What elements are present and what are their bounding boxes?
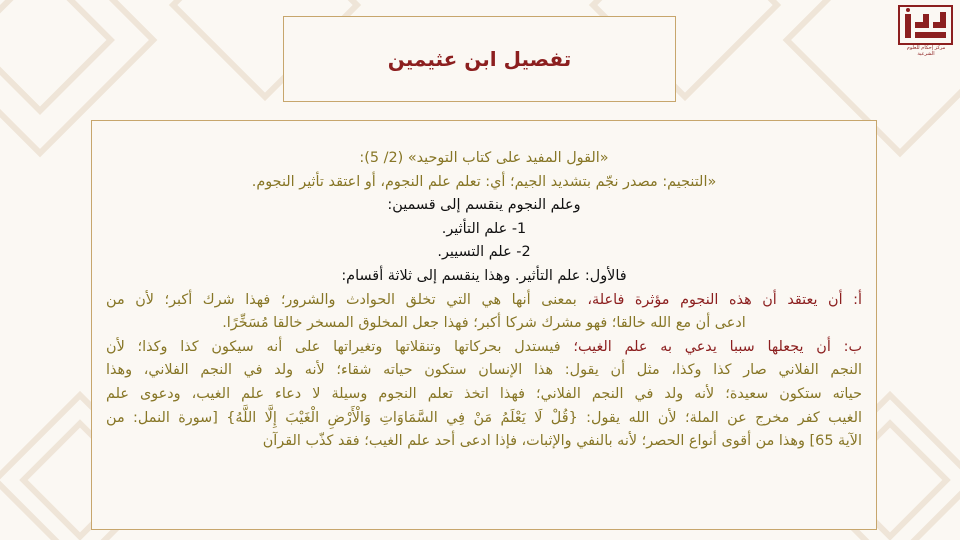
- item-2: 2- علم التسيير.: [437, 244, 531, 261]
- first-section-line: فالأول: علم التأثير. وهذا ينقسم إلى ثلاثة أقسام:: [341, 267, 627, 284]
- section-a-line-1: [106, 289, 862, 313]
- section-a-label: أ: أن يعتقد أن هذه النجوم مؤثرة فاعلة،: [587, 291, 862, 308]
- definition-line: «التنجيم: مصدر نجّم بتشديد الجيم؛ أي: تعلم علم النجوم، أو اعتقد تأثير النجوم.: [251, 173, 717, 190]
- section-b-text: فيستدل بحركاتها وتنقلاتها وتغيراتها على أنه سيكون كذا وكذا؛ لأن: [106, 338, 574, 355]
- section-b-line-2: النجم الفلاني صار كذا وكذا، مثل أن يقول: هذا الإنسان ستكون حياته شقاء؛ لأنه ولد في النجم الفلاني، وهذا: [106, 362, 862, 379]
- item-1: 1- علم التأثير.: [441, 220, 527, 237]
- content-box: [91, 120, 877, 530]
- source-line: «القول المفيد على كتاب التوحيد» (2/ 5):: [359, 150, 609, 166]
- section-b-line-4: الغيب كفر مخرج عن الملة؛ لأن الله يقول: {قُلْ لَا يَعْلَمُ مَنْ فِي السَّمَاوَاتِ وَالْأَرْضِ الْغَيْبَ إِلَّا اللَّهُ} [سورة النمل: من: [106, 409, 862, 426]
- section-b-label: ب: أن يجعلها سببا يدعي به علم الغيب؛: [573, 338, 862, 355]
- title-box: [283, 16, 676, 102]
- division-line: وعلم النجوم ينقسم إلى قسمين:: [387, 197, 581, 214]
- logo-mark: [897, 4, 954, 48]
- section-b-line-3: حياته ستكون سعيدة؛ لأنه ولد في النجم الفلاني؛ فهذا اتخذ تعلم النجوم وسيلة لا دعاء علم الغيب، ودعوى علم: [106, 385, 862, 402]
- logo-subtitle: مركز إحكام للعلوم الشرعية: [906, 45, 946, 57]
- section-b-line-1: [106, 336, 862, 360]
- section-b-line-5: الآية 65] وهذا من أقوى أنواع الحصر؛ لأنه بالنفي والإثبات، فإذا ادعى أحد علم الغيب؛ فقد كذّب القرآن: [262, 433, 862, 450]
- section-a-text: بمعنى أنها هي التي تخلق الحوادث والشرور؛ فهذا شرك أكبر؛ لأن من: [106, 291, 588, 308]
- section-a-line-2: ادعى أن مع الله خالقا؛ فهو مشرك شركا أكبر؛ فهذا جعل المخلوق المسخر خالقا مُسَخِّرًا.: [222, 315, 746, 332]
- page-title: تفصيل ابن عثيمين: [387, 47, 572, 71]
